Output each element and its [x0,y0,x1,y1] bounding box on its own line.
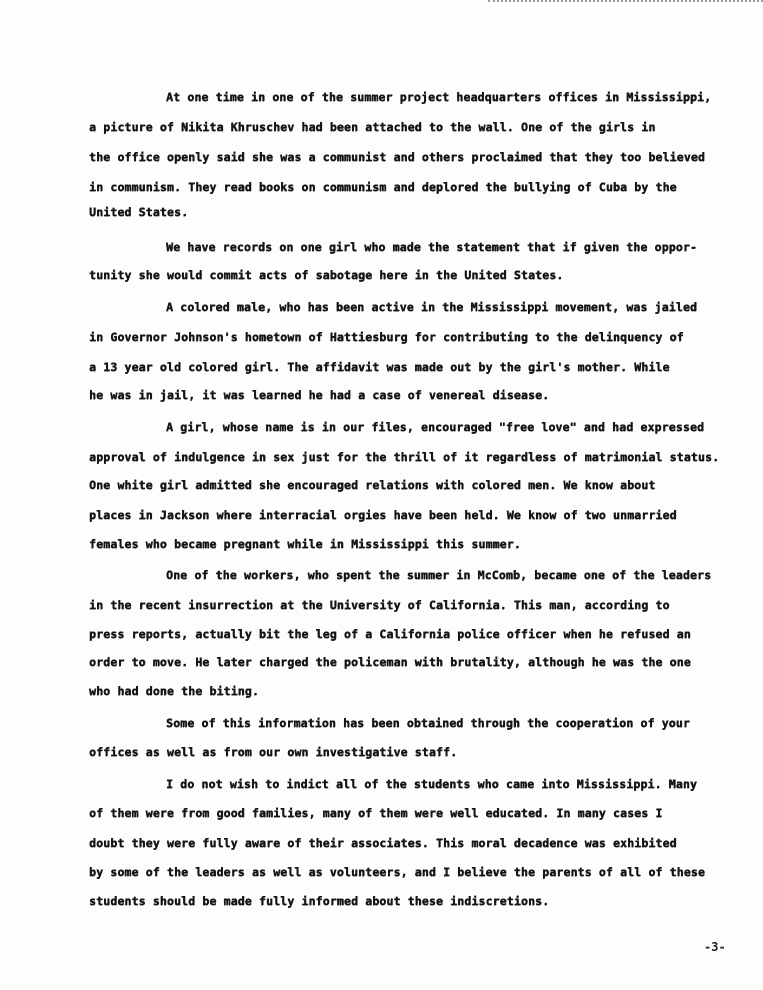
top-edge-rule [488,0,763,5]
paragraph-2-line-1: We have records on one girl who made the statement that if given the oppor- [166,240,698,254]
paragraph-1-line-1: At one time in one of the summer project headquarters offices in Mississippi, [166,90,712,104]
paragraph-3-line-2: in Governor Johnson's hometown of Hattiesburg for contributing to the delinquency of [89,330,684,344]
paragraph-7-line-1: I do not wish to indict all of the students who came into Mississippi. Many [166,777,698,791]
paragraph-7-line-3: doubt they were fully aware of their associates. This moral decadence was exhibited [89,836,677,850]
paragraph-4-line-1: A girl, whose name is in our files, encouraged "free love" and had expressed [166,420,705,434]
paragraph-1-line-4: in communism. They read books on communism and deplored the bullying of Cuba by the [89,180,677,194]
paragraph-4-line-5: females who became pregnant while in Mississippi this summer. [89,537,521,551]
paragraph-1-line-2: a picture of Nikita Khruschev had been attached to the wall. One of the girls in [89,120,656,134]
paragraph-4-line-4: places in Jackson where interracial orgies have been held. We know of two unmarried [89,508,677,522]
paragraph-5-line-5: who had done the biting. [89,684,259,698]
paragraph-6-line-2: offices as well as from our own investigative staff. [89,745,458,759]
paragraph-7-line-2: of them were from good families, many of them were well educated. In many cases I [89,806,663,820]
paragraph-3-line-4: he was in jail, it was learned he had a case of venereal disease. [89,388,550,402]
paragraph-3-line-1: A colored male, who has been active in the Mississippi movement, was jailed [166,300,698,314]
paragraph-4-line-2: approval of indulgence in sex just for the thrill of it regardless of matrimonial status. [89,450,720,464]
paragraph-5-line-2: in the recent insurrection at the University of California. This man, according to [89,598,670,612]
paragraph-5-line-1: One of the workers, who spent the summer in McComb, became one of the leaders [166,568,712,582]
paragraph-1-line-5: United States. [89,205,189,219]
paragraph-1-line-3: the office openly said she was a communist and others proclaimed that they too believed [89,150,705,164]
paragraph-3-line-3: a 13 year old colored girl. The affidavit was made out by the girl's mother. While [89,360,670,374]
paragraph-7-line-5: students should be made fully informed about these indiscretions. [89,894,550,908]
paragraph-6-line-1: Some of this information has been obtained through the cooperation of your [166,716,690,730]
paragraph-2-line-2: tunity she would commit acts of sabotage here in the United States. [89,268,564,282]
paragraph-7-line-4: by some of the leaders as well as volunteers, and I believe the parents of all of these [89,865,705,879]
page-number: -3- [704,940,726,954]
paragraph-5-line-3: press reports, actually bit the leg of a California police officer when he refused an [89,627,691,641]
paragraph-5-line-4: order to move. He later charged the policeman with brutality, although he was the one [89,655,691,669]
paragraph-4-line-3: One white girl admitted she encouraged relations with colored men. We know about [89,478,656,492]
